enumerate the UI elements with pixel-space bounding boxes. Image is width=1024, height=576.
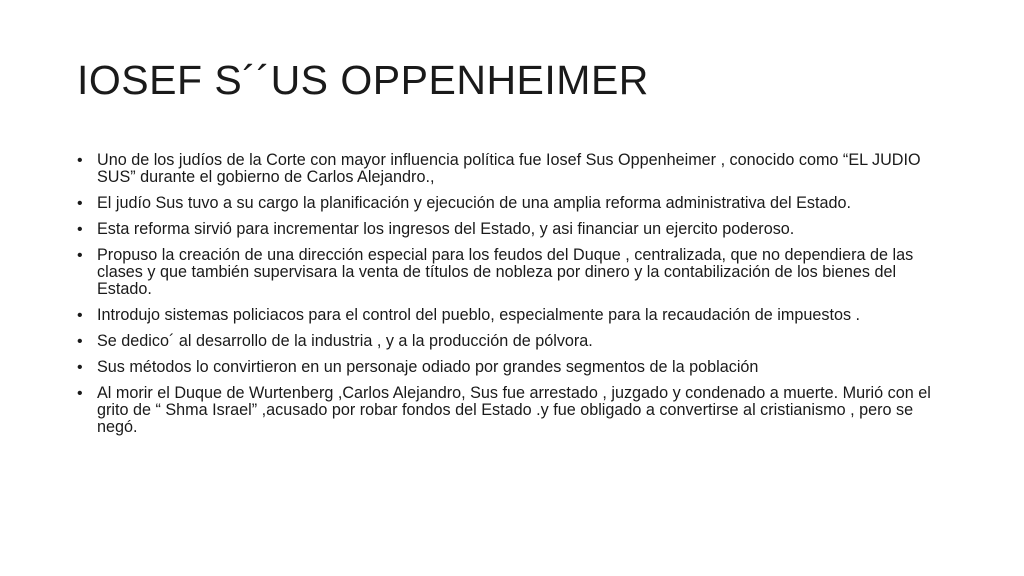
slide-title: IOSEF S´´US OPPENHEIMER bbox=[77, 57, 649, 103]
bullet-item: • Introdujo sistemas policiacos para el control del pueblo, especialmente para la recaudación de impuestos . bbox=[72, 307, 952, 324]
bullet-item: • Se dedico´ al desarrollo de la industria , y a la producción de pólvora. bbox=[72, 333, 952, 350]
bullet-item: • Al morir el Duque de Wurtenberg ,Carlos Alejandro, Sus fue arrestado , juzgado y condenado a muerte. Murió con el grito de “ Shma Israel” ,acusado por robar fondos del Estado .y fue obligado a convertirse al cristianismo , pero se negó. bbox=[72, 385, 952, 436]
bullet-item: • Uno de los judíos de la Corte con mayor influencia política fue Iosef Sus Oppenheimer , conocido como “EL JUDIO SUS” durante el gobierno de Carlos Alejandro., bbox=[72, 152, 952, 186]
bullet-list bbox=[72, 152, 952, 445]
bullet-item: • Sus métodos lo convirtieron en un personaje odiado por grandes segmentos de la población bbox=[72, 359, 952, 376]
bullet-item: • Propuso la creación de una dirección especial para los feudos del Duque , centralizada, que no dependiera de las clases y que también supervisara la venta de títulos de nobleza por dinero y la contabilización de los bienes del Estado. bbox=[72, 247, 952, 298]
bullet-item: • El judío Sus tuvo a su cargo la planificación y ejecución de una amplia reforma administrativa del Estado. bbox=[72, 195, 952, 212]
bullet-item: • Esta reforma sirvió para incrementar los ingresos del Estado, y asi financiar un ejercito poderoso. bbox=[72, 221, 952, 238]
